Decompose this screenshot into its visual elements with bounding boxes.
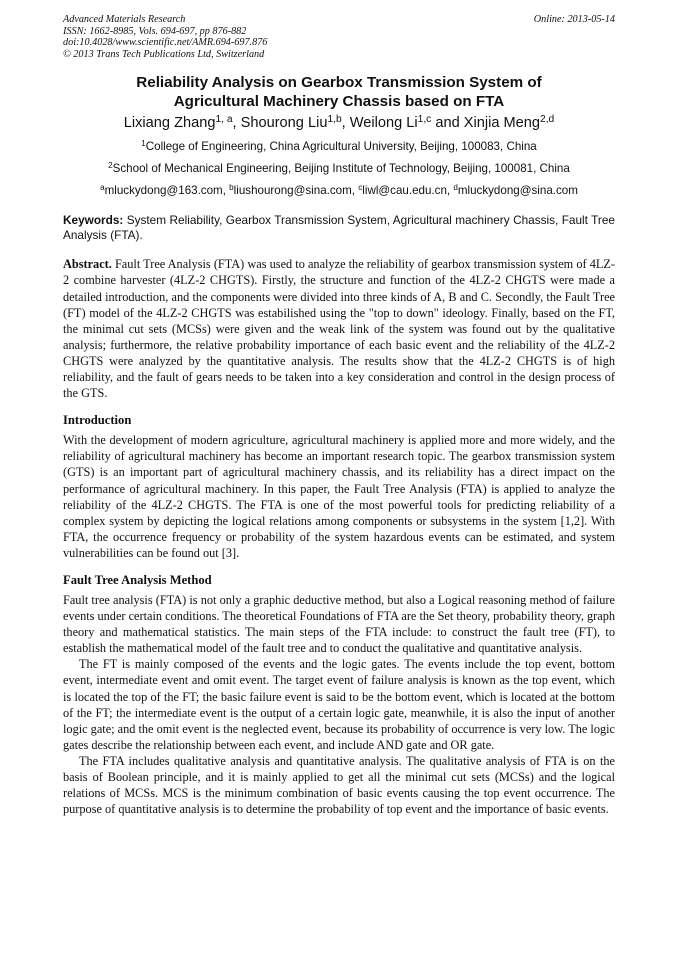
- author-sup: 1, a: [215, 114, 233, 126]
- keywords-text: System Reliability, Gearbox Transmission System, Agricultural machinery Chassis, Fault Tree Analysis (FTA).: [63, 213, 615, 243]
- issn-line: ISSN: 1662-8985, Vols. 694-697, pp 876-882: [63, 25, 247, 37]
- email-address[interactable]: mluckydong@sina.com: [457, 184, 578, 198]
- author-sup: 1,c: [417, 114, 432, 126]
- affiliation-sup: 2: [108, 161, 113, 171]
- journal-name: Advanced Materials Research: [63, 14, 186, 25]
- email-sup: b: [229, 183, 234, 193]
- doi-line: doi:10.4028/www.scientific.net/AMR.694-697.876: [63, 37, 268, 49]
- author-name: Weilong Li: [349, 115, 418, 132]
- abstract-label: Abstract.: [63, 257, 112, 272]
- fta-paragraph-3: The FTA includes qualitative analysis and quantitative analysis. The qualitative analysis of FTA is on the basis of Boolean principle, and it is mainly applied to get all the minimal cut sets (MCSs) and the logical relations of MCSs. MCS is the minimum combination of basic events causing the top event occurrence. The purpose of quantitative analysis is to determine the probability of top event and the importance of basic events.: [63, 753, 615, 817]
- email-address[interactable]: liushourong@sina.com,: [233, 184, 359, 198]
- email-sup: d: [453, 183, 458, 193]
- keywords: [63, 213, 615, 243]
- paper-title: [63, 73, 615, 111]
- author-sep: ,: [232, 115, 241, 132]
- title-line-1: Reliability Analysis on Gearbox Transmission System of: [136, 74, 542, 92]
- author-sup: 2,d: [540, 114, 555, 126]
- affiliation-text: College of Engineering, China Agricultural University, Beijing, 100083, China: [145, 140, 537, 154]
- title-line-2: Agricultural Machinery Chassis based on FTA: [173, 93, 505, 111]
- affiliation-2: [63, 162, 615, 176]
- abstract: [63, 256, 615, 401]
- email-address[interactable]: liwl@cau.edu.cn,: [362, 184, 454, 198]
- author-sep: ,: [341, 115, 350, 132]
- paper-page: [63, 14, 615, 817]
- copyright-line: © 2013 Trans Tech Publications Ltd, Switzerland: [63, 48, 265, 60]
- journal-header: [63, 14, 615, 60]
- affiliation-sup: 1: [141, 139, 146, 149]
- author-name: Lixiang Zhang: [123, 115, 216, 132]
- email-address[interactable]: mluckydong@163.com,: [104, 184, 230, 198]
- email-sup: a: [100, 183, 105, 193]
- section-heading-introduction: Introduction: [63, 413, 132, 428]
- email-list: [63, 184, 615, 198]
- affiliation-1: [63, 140, 615, 154]
- fta-paragraph-1: Fault tree analysis (FTA) is not only a graphic deductive method, but also a Logical reasoning method of failure events under certain conditions. The theoretical Foundations of FTA are the Set theory, probability theory, graph theory and mathematical statistics. The main steps of the FTA include: to construct the fault tree (FT), to establish the mathematical model of the fault tree and to conduct the qualitative and quantitative analysis.: [63, 592, 615, 656]
- fta-paragraph-2: The FT is mainly composed of the events and the logic gates. The events include the top event, bottom event, intermediate event and omit event. The target event of failure analysis is known as the top event, which is located the top of the FT; the basic failure event is said to be the bottom event, which is located at the bottom of the FT; the intermediate event is the output of a certain logic gate, meanwhile, it is also the input of another logic gate; and the omit event is the neglected event, because its probability of occurrence is very low. The logic gates describe the relationship between each event, and include AND gate and OR gate.: [63, 657, 615, 752]
- abstract-text: Fault Tree Analysis (FTA) was used to analyze the reliability of gearbox transmission system of 4LZ-2 combine harvester (4LZ-2 CHGTS). Firstly, the structure and function of the 4LZ-2 CHGTS were made a detailed introduction, and the components were divided into three kinds of A, B and C. Secondly, the Fault Tree (FT) model of the 4LZ-2 CHGTS was estabilished using the "top to down" ideology. Finally, based on the FT, the minimal cut sets (MCSs) were given and the weak link of the system was found out by the qualitative analysis; furthermore, the relative probability importance of each basic event and the reliability of the 4LZ-2 CHGTS were analyzed by the quantitative analysis. The results show that the 4LZ-2 CHGTS is of high reliability, and the fault of gears needs to be taken into a key consideration and control in the design process of the GTS.: [63, 257, 615, 401]
- author-list: [63, 113, 615, 133]
- author-name: Xinjia Meng: [463, 115, 541, 132]
- affiliation-text: School of Mechanical Engineering, Beijing Institute of Technology, Beijing, 100081, China: [112, 162, 570, 176]
- online-date: Online: 2013-05-14: [533, 14, 615, 25]
- author-sup: 1,b: [327, 114, 342, 126]
- intro-paragraph: With the development of modern agriculture, agricultural machinery is applied more and more widely, and the reliability of agricultural machinery has become an important research topic. The gearbox transmission system (GTS) is an important part of agricultural machinery chassis, and its reliability has a direct impact on the performance of agricultural machinery. In this paper, the Fault Tree Analysis (FTA) is applied to analyze the reliability of the 4LZ-2 CHGTS. The FTA is one of the most powerful tools for predicting reliability of a complex system by depicting the logical relations among components or subsystems in the system [1,2]. With FTA, the occurrence frequency or probability of the system hazardous events can be estimated, and system vulnerabilities can be found out [3].: [63, 433, 615, 560]
- email-sup: c: [358, 183, 363, 193]
- section-heading-fta-method: Fault Tree Analysis Method: [63, 572, 212, 587]
- author-sep: and: [431, 115, 464, 132]
- author-name: Shourong Liu: [240, 115, 328, 132]
- keywords-label: Keywords:: [63, 213, 124, 228]
